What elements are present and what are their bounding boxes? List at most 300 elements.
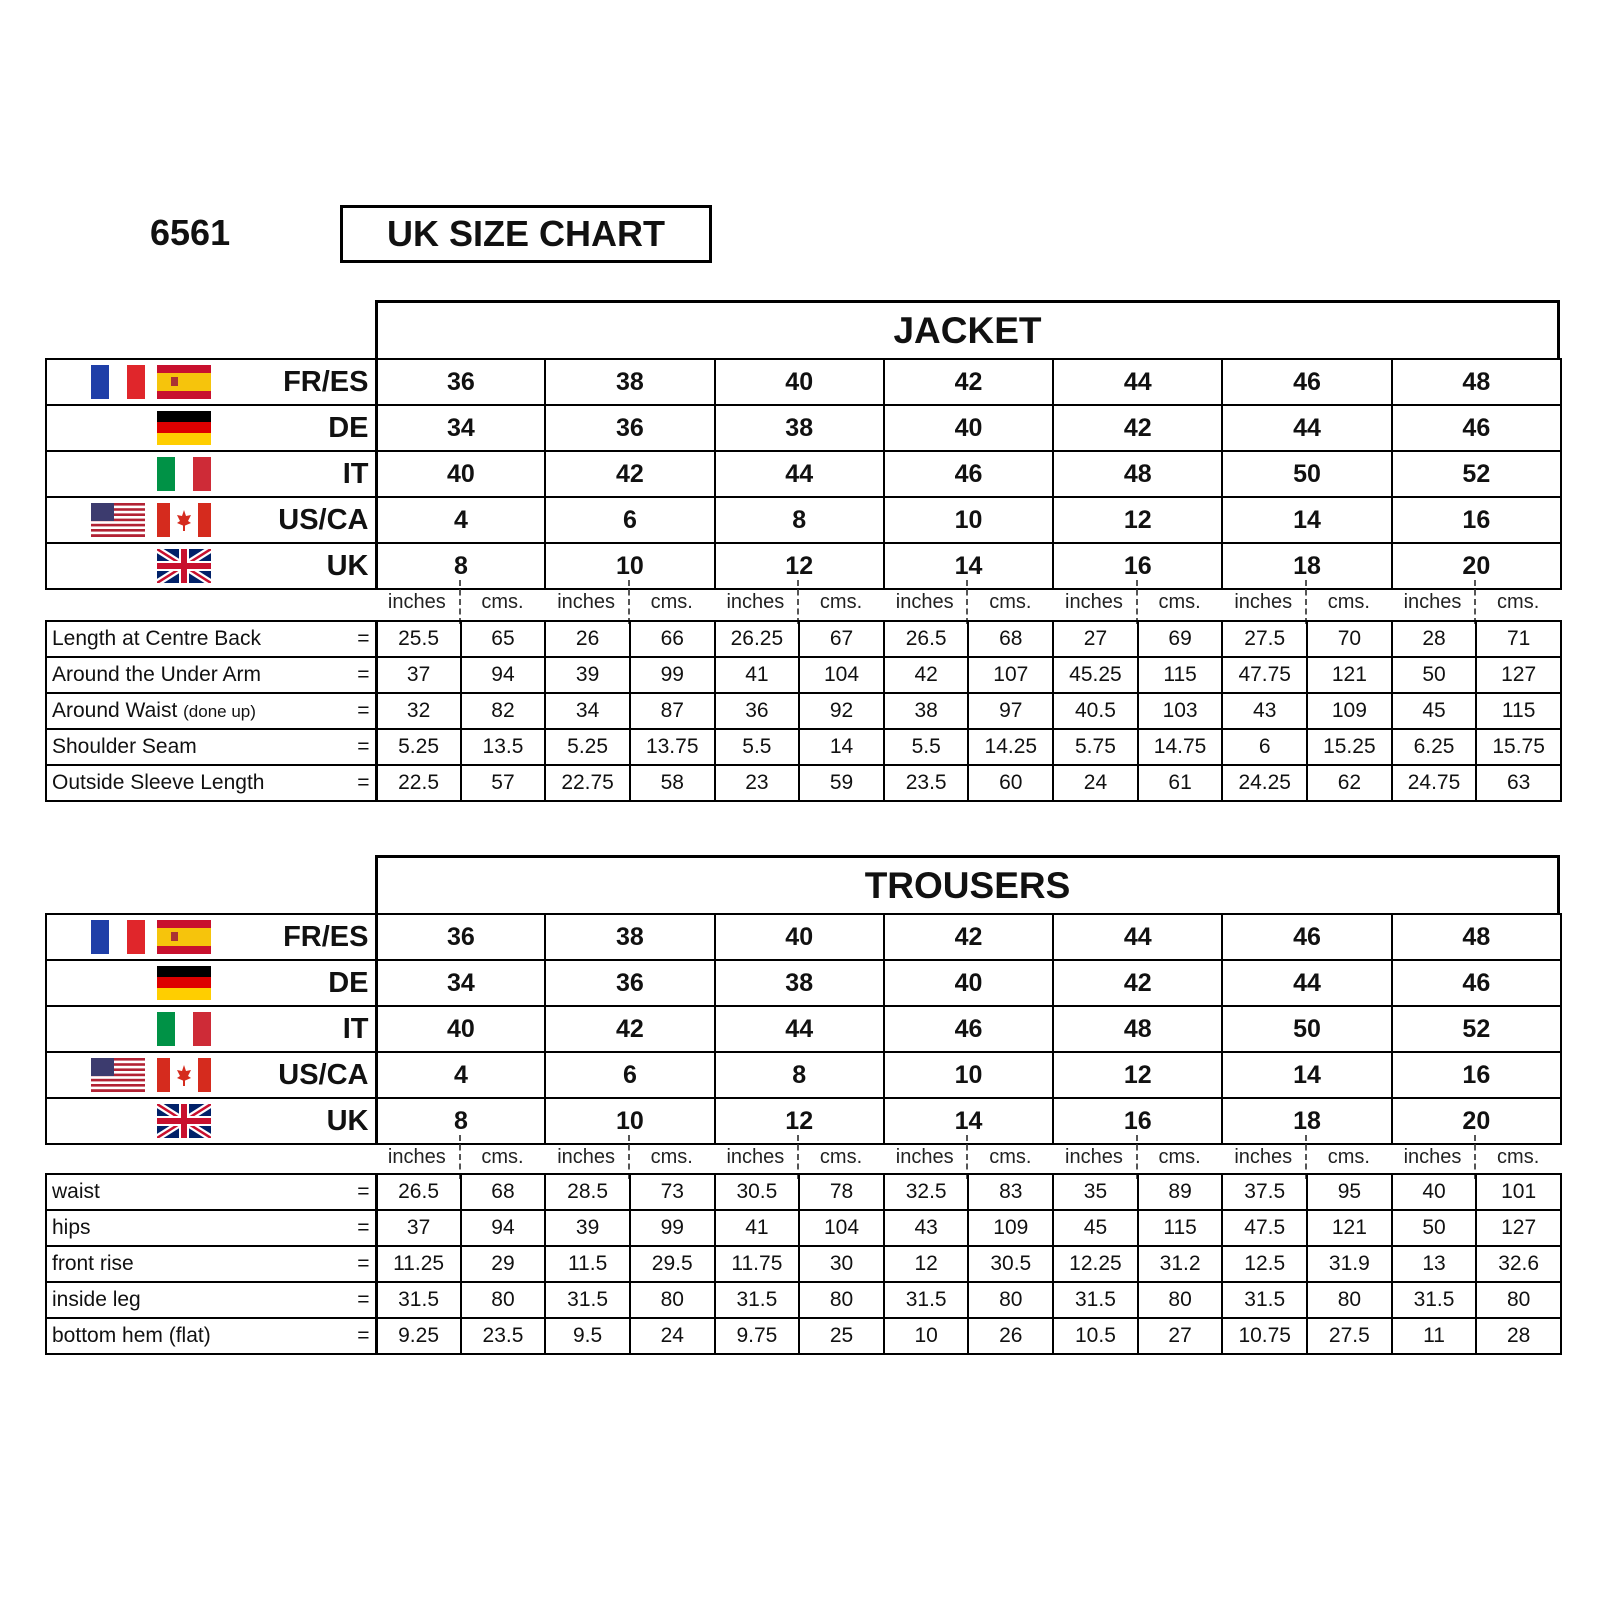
inches-value: 38 bbox=[884, 693, 969, 729]
cms-value: 80 bbox=[968, 1282, 1053, 1318]
measurement-row-length-at-centre-back bbox=[46, 621, 1561, 657]
size-value: 18 bbox=[1222, 1098, 1391, 1144]
size-value: 40 bbox=[715, 914, 884, 960]
inches-value: 47.5 bbox=[1222, 1210, 1307, 1246]
flags bbox=[91, 1012, 211, 1046]
unit-cms-label: cms. bbox=[989, 590, 1032, 613]
measurement-label: hips bbox=[52, 1216, 91, 1239]
size-value: 40 bbox=[715, 359, 884, 405]
equals-sign: = bbox=[357, 627, 370, 650]
jacket-size-table bbox=[45, 358, 1562, 590]
unit-cms-label: cms. bbox=[819, 1145, 863, 1168]
inches-value: 35 bbox=[1053, 1174, 1138, 1210]
cms-value: 69 bbox=[1138, 621, 1223, 657]
size-value: 40 bbox=[884, 960, 1053, 1006]
cms-value: 13.5 bbox=[461, 729, 546, 765]
flags bbox=[91, 1058, 211, 1092]
size-value: 6 bbox=[545, 497, 714, 543]
cms-value: 68 bbox=[968, 621, 1053, 657]
measurement-row-around-waist bbox=[46, 693, 1561, 729]
size-system-cell bbox=[46, 497, 376, 543]
equals-sign: = bbox=[357, 1324, 370, 1347]
unit-cms-label: cms. bbox=[1158, 1145, 1201, 1168]
inches-value: 42 bbox=[884, 657, 969, 693]
inches-value: 5.25 bbox=[376, 729, 461, 765]
equals-sign: = bbox=[357, 735, 370, 758]
inches-value: 31.5 bbox=[376, 1282, 461, 1318]
inches-value: 32 bbox=[376, 693, 461, 729]
size-value: 46 bbox=[1392, 405, 1561, 451]
size-system-cell bbox=[46, 960, 376, 1006]
cms-value: 71 bbox=[1476, 621, 1561, 657]
measurement-row-around-the-under-arm bbox=[46, 657, 1561, 693]
size-value: 10 bbox=[884, 497, 1053, 543]
size-value: 8 bbox=[715, 1052, 884, 1098]
cms-value: 94 bbox=[461, 657, 546, 693]
inches-value: 39 bbox=[545, 657, 630, 693]
size-row-de bbox=[46, 405, 1561, 451]
size-value: 50 bbox=[1222, 1006, 1391, 1052]
inches-value: 45.25 bbox=[1053, 657, 1138, 693]
size-value: 14 bbox=[1222, 497, 1391, 543]
cms-value: 66 bbox=[630, 621, 715, 657]
cms-value: 109 bbox=[1307, 693, 1392, 729]
trousers-size-table bbox=[45, 913, 1562, 1145]
flags bbox=[91, 457, 211, 491]
size-value: 40 bbox=[376, 451, 545, 497]
size-system-label: UK bbox=[326, 1104, 369, 1137]
inches-value: 13 bbox=[1392, 1246, 1477, 1282]
cms-value: 115 bbox=[1138, 1210, 1223, 1246]
inches-value: 24 bbox=[1053, 765, 1138, 801]
size-system-label: US/CA bbox=[278, 1058, 369, 1091]
cms-value: 14.75 bbox=[1138, 729, 1223, 765]
measurement-row-outside-sleeve-length bbox=[46, 765, 1561, 801]
flags bbox=[91, 1104, 211, 1138]
inches-value: 31.5 bbox=[1222, 1282, 1307, 1318]
inches-value: 26 bbox=[545, 621, 630, 657]
cms-value: 32.6 bbox=[1476, 1246, 1561, 1282]
cms-value: 29 bbox=[461, 1246, 546, 1282]
measurement-label: inside leg bbox=[52, 1288, 141, 1311]
size-value: 20 bbox=[1392, 1098, 1561, 1144]
unit-cms-label: cms. bbox=[1158, 590, 1201, 613]
cms-value: 29.5 bbox=[630, 1246, 715, 1282]
size-system-cell bbox=[46, 1098, 376, 1144]
inches-value: 40.5 bbox=[1053, 693, 1138, 729]
size-value: 46 bbox=[1222, 914, 1391, 960]
cms-value: 99 bbox=[630, 1210, 715, 1246]
cms-value: 27 bbox=[1138, 1318, 1223, 1354]
cms-value: 87 bbox=[630, 693, 715, 729]
inches-value: 26.5 bbox=[376, 1174, 461, 1210]
cms-value: 107 bbox=[968, 657, 1053, 693]
unit-inches-label: inches bbox=[1391, 580, 1477, 624]
measurement-label: front rise bbox=[52, 1252, 134, 1275]
size-value: 18 bbox=[1222, 543, 1391, 589]
size-value: 4 bbox=[376, 1052, 545, 1098]
size-value: 36 bbox=[376, 914, 545, 960]
inches-value: 28.5 bbox=[545, 1174, 630, 1210]
inches-value: 23 bbox=[715, 765, 800, 801]
size-value: 8 bbox=[376, 1098, 545, 1144]
page-title: UK SIZE CHART bbox=[340, 205, 712, 263]
measurement-label-cell bbox=[46, 1174, 376, 1210]
measurement-row-shoulder-seam bbox=[46, 729, 1561, 765]
cms-value: 15.75 bbox=[1476, 729, 1561, 765]
measurement-label: bottom hem (flat) bbox=[52, 1324, 211, 1347]
measurement-label-cell bbox=[46, 1318, 376, 1354]
unit-inches-label: inches bbox=[375, 1135, 461, 1179]
unit-inches-label: inches bbox=[1391, 1135, 1477, 1179]
measurement-label-cell bbox=[46, 729, 376, 765]
cms-value: 70 bbox=[1307, 621, 1392, 657]
cms-value: 95 bbox=[1307, 1174, 1392, 1210]
size-value: 34 bbox=[376, 405, 545, 451]
equals-sign: = bbox=[357, 1288, 370, 1311]
size-value: 16 bbox=[1053, 543, 1222, 589]
measurement-row-hips bbox=[46, 1210, 1561, 1246]
size-system-label: IT bbox=[342, 1012, 369, 1045]
trousers-heading: TROUSERS bbox=[375, 855, 1560, 913]
size-value: 36 bbox=[545, 960, 714, 1006]
unit-cms-label: cms. bbox=[1497, 1145, 1540, 1168]
cms-value: 101 bbox=[1476, 1174, 1561, 1210]
inches-value: 5.5 bbox=[715, 729, 800, 765]
size-system-label: IT bbox=[342, 457, 369, 490]
measurement-row-waist bbox=[46, 1174, 1561, 1210]
inches-value: 10.5 bbox=[1053, 1318, 1138, 1354]
size-system-label: FR/ES bbox=[283, 920, 369, 953]
inches-value: 37 bbox=[376, 1210, 461, 1246]
unit-cms-label: cms. bbox=[819, 590, 863, 613]
size-value: 36 bbox=[545, 405, 714, 451]
size-value: 38 bbox=[715, 405, 884, 451]
size-row-de bbox=[46, 960, 1561, 1006]
flags bbox=[91, 365, 211, 399]
cms-value: 67 bbox=[799, 621, 884, 657]
inches-value: 37 bbox=[376, 657, 461, 693]
size-system-cell bbox=[46, 451, 376, 497]
cms-value: 78 bbox=[799, 1174, 884, 1210]
cms-value: 13.75 bbox=[630, 729, 715, 765]
size-value: 10 bbox=[545, 543, 714, 589]
cms-value: 59 bbox=[799, 765, 884, 801]
inches-value: 31.5 bbox=[1392, 1282, 1477, 1318]
inches-value: 5.25 bbox=[545, 729, 630, 765]
cms-value: 121 bbox=[1307, 1210, 1392, 1246]
size-row-us-ca bbox=[46, 1052, 1561, 1098]
size-system-label: DE bbox=[328, 966, 369, 999]
inches-value: 10.75 bbox=[1222, 1318, 1307, 1354]
cms-value: 58 bbox=[630, 765, 715, 801]
inches-value: 40 bbox=[1392, 1174, 1477, 1210]
cms-value: 25 bbox=[799, 1318, 884, 1354]
size-value: 38 bbox=[545, 359, 714, 405]
measurement-label-cell bbox=[46, 693, 376, 729]
size-value: 16 bbox=[1053, 1098, 1222, 1144]
unit-inches-label: inches bbox=[375, 580, 461, 624]
inches-value: 6.25 bbox=[1392, 729, 1477, 765]
size-row-us-ca bbox=[46, 497, 1561, 543]
size-value: 8 bbox=[376, 543, 545, 589]
inches-value: 43 bbox=[884, 1210, 969, 1246]
size-value: 48 bbox=[1392, 914, 1561, 960]
size-value: 40 bbox=[884, 405, 1053, 451]
inches-value: 6 bbox=[1222, 729, 1307, 765]
inches-value: 50 bbox=[1392, 1210, 1477, 1246]
inches-value: 39 bbox=[545, 1210, 630, 1246]
size-value: 42 bbox=[545, 1006, 714, 1052]
cms-value: 14 bbox=[799, 729, 884, 765]
cms-value: 121 bbox=[1307, 657, 1392, 693]
size-value: 16 bbox=[1392, 1052, 1561, 1098]
inches-value: 12.5 bbox=[1222, 1246, 1307, 1282]
size-value: 46 bbox=[1392, 960, 1561, 1006]
size-value: 38 bbox=[715, 960, 884, 1006]
size-value: 36 bbox=[376, 359, 545, 405]
size-value: 48 bbox=[1053, 1006, 1222, 1052]
measurement-label-cell bbox=[46, 1210, 376, 1246]
cms-value: 80 bbox=[1307, 1282, 1392, 1318]
cms-value: 82 bbox=[461, 693, 546, 729]
cms-value: 23.5 bbox=[461, 1318, 546, 1354]
unit-inches-label: inches bbox=[714, 1135, 800, 1179]
equals-sign: = bbox=[357, 771, 370, 794]
cms-value: 28 bbox=[1476, 1318, 1561, 1354]
cms-value: 92 bbox=[799, 693, 884, 729]
size-value: 8 bbox=[715, 497, 884, 543]
size-value: 16 bbox=[1392, 497, 1561, 543]
measurement-note: (done up) bbox=[183, 702, 256, 721]
inches-value: 27.5 bbox=[1222, 621, 1307, 657]
size-value: 20 bbox=[1392, 543, 1561, 589]
unit-inches-label: inches bbox=[883, 1135, 969, 1179]
inches-value: 11.5 bbox=[545, 1246, 630, 1282]
inches-value: 5.75 bbox=[1053, 729, 1138, 765]
size-value: 44 bbox=[1053, 359, 1222, 405]
unit-inches-label: inches bbox=[1221, 580, 1307, 624]
inches-value: 30.5 bbox=[715, 1174, 800, 1210]
inches-value: 36 bbox=[715, 693, 800, 729]
equals-sign: = bbox=[357, 1252, 370, 1275]
inches-value: 43 bbox=[1222, 693, 1307, 729]
size-row-it bbox=[46, 451, 1561, 497]
size-value: 42 bbox=[1053, 960, 1222, 1006]
unit-cms-label: cms. bbox=[1497, 590, 1540, 613]
size-value: 40 bbox=[376, 1006, 545, 1052]
cms-value: 15.25 bbox=[1307, 729, 1392, 765]
size-system-label: DE bbox=[328, 411, 369, 444]
measurement-label-cell bbox=[46, 657, 376, 693]
measurement-label-cell bbox=[46, 1282, 376, 1318]
size-value: 44 bbox=[1222, 405, 1391, 451]
size-value: 48 bbox=[1053, 451, 1222, 497]
inches-value: 41 bbox=[715, 657, 800, 693]
inches-value: 28 bbox=[1392, 621, 1477, 657]
cms-value: 80 bbox=[630, 1282, 715, 1318]
cms-value: 99 bbox=[630, 657, 715, 693]
cms-value: 27.5 bbox=[1307, 1318, 1392, 1354]
size-system-label: UK bbox=[326, 549, 369, 582]
size-value: 34 bbox=[376, 960, 545, 1006]
inches-value: 11.25 bbox=[376, 1246, 461, 1282]
cms-value: 73 bbox=[630, 1174, 715, 1210]
size-value: 14 bbox=[884, 1098, 1053, 1144]
measurement-row-front-rise bbox=[46, 1246, 1561, 1282]
size-value: 46 bbox=[1222, 359, 1391, 405]
size-system-cell bbox=[46, 1006, 376, 1052]
inches-value: 9.5 bbox=[545, 1318, 630, 1354]
cms-value: 31.9 bbox=[1307, 1246, 1392, 1282]
cms-value: 26 bbox=[968, 1318, 1053, 1354]
inches-value: 50 bbox=[1392, 657, 1477, 693]
size-value: 14 bbox=[1222, 1052, 1391, 1098]
cms-value: 109 bbox=[968, 1210, 1053, 1246]
inches-value: 11.75 bbox=[715, 1246, 800, 1282]
size-system-cell bbox=[46, 405, 376, 451]
flags bbox=[91, 503, 211, 537]
unit-cms-label: cms. bbox=[650, 1145, 693, 1168]
cms-value: 104 bbox=[799, 657, 884, 693]
jacket-units-row bbox=[375, 580, 1560, 624]
inches-value: 24.75 bbox=[1392, 765, 1477, 801]
size-value: 44 bbox=[715, 451, 884, 497]
unit-inches-label: inches bbox=[1052, 580, 1138, 624]
cms-value: 30.5 bbox=[968, 1246, 1053, 1282]
unit-cms-label: cms. bbox=[481, 1145, 524, 1168]
cms-value: 24 bbox=[630, 1318, 715, 1354]
inches-value: 12 bbox=[884, 1246, 969, 1282]
cms-value: 31.2 bbox=[1138, 1246, 1223, 1282]
size-value: 50 bbox=[1222, 451, 1391, 497]
equals-sign: = bbox=[357, 663, 370, 686]
size-value: 42 bbox=[884, 914, 1053, 960]
unit-cms-label: cms. bbox=[650, 590, 693, 613]
measurement-row-inside-leg bbox=[46, 1282, 1561, 1318]
inches-value: 23.5 bbox=[884, 765, 969, 801]
cms-value: 83 bbox=[968, 1174, 1053, 1210]
unit-cms-label: cms. bbox=[481, 590, 524, 613]
inches-value: 45 bbox=[1392, 693, 1477, 729]
cms-value: 68 bbox=[461, 1174, 546, 1210]
inches-value: 24.25 bbox=[1222, 765, 1307, 801]
unit-inches-label: inches bbox=[1221, 1135, 1307, 1179]
cms-value: 80 bbox=[1476, 1282, 1561, 1318]
size-value: 48 bbox=[1392, 359, 1561, 405]
inches-value: 5.5 bbox=[884, 729, 969, 765]
unit-inches-label: inches bbox=[1052, 1135, 1138, 1179]
inches-value: 31.5 bbox=[1053, 1282, 1138, 1318]
unit-cms-label: cms. bbox=[1327, 1145, 1370, 1168]
inches-value: 31.5 bbox=[715, 1282, 800, 1318]
inches-value: 47.75 bbox=[1222, 657, 1307, 693]
size-value: 52 bbox=[1392, 451, 1561, 497]
cms-value: 80 bbox=[799, 1282, 884, 1318]
unit-inches-label: inches bbox=[714, 580, 800, 624]
measurement-label-cell bbox=[46, 1246, 376, 1282]
cms-value: 30 bbox=[799, 1246, 884, 1282]
cms-value: 115 bbox=[1138, 657, 1223, 693]
size-row-it bbox=[46, 1006, 1561, 1052]
cms-value: 14.25 bbox=[968, 729, 1053, 765]
size-system-cell bbox=[46, 359, 376, 405]
cms-value: 65 bbox=[461, 621, 546, 657]
size-value: 10 bbox=[884, 1052, 1053, 1098]
product-code: 6561 bbox=[150, 212, 231, 253]
inches-value: 37.5 bbox=[1222, 1174, 1307, 1210]
cms-value: 104 bbox=[799, 1210, 884, 1246]
size-row-fr-es bbox=[46, 359, 1561, 405]
size-system-label: FR/ES bbox=[283, 365, 369, 398]
inches-value: 45 bbox=[1053, 1210, 1138, 1246]
size-value: 14 bbox=[884, 543, 1053, 589]
measurement-label: Outside Sleeve Length bbox=[52, 771, 265, 794]
inches-value: 34 bbox=[545, 693, 630, 729]
equals-sign: = bbox=[357, 1180, 370, 1203]
cms-value: 115 bbox=[1476, 693, 1561, 729]
inches-value: 41 bbox=[715, 1210, 800, 1246]
inches-value: 10 bbox=[884, 1318, 969, 1354]
unit-inches-label: inches bbox=[544, 1135, 630, 1179]
inches-value: 12.25 bbox=[1053, 1246, 1138, 1282]
size-value: 10 bbox=[545, 1098, 714, 1144]
cms-value: 60 bbox=[968, 765, 1053, 801]
cms-value: 89 bbox=[1138, 1174, 1223, 1210]
size-value: 42 bbox=[1053, 405, 1222, 451]
size-value: 44 bbox=[715, 1006, 884, 1052]
measurement-row-bottom-hem-flat bbox=[46, 1318, 1561, 1354]
size-value: 46 bbox=[884, 1006, 1053, 1052]
inches-value: 32.5 bbox=[884, 1174, 969, 1210]
inches-value: 31.5 bbox=[545, 1282, 630, 1318]
equals-sign: = bbox=[357, 699, 370, 722]
inches-value: 27 bbox=[1053, 621, 1138, 657]
size-value: 12 bbox=[715, 543, 884, 589]
inches-value: 9.25 bbox=[376, 1318, 461, 1354]
inches-value: 22.5 bbox=[376, 765, 461, 801]
trousers-measurements-table bbox=[45, 1173, 1562, 1355]
flags bbox=[91, 411, 211, 445]
size-system-cell bbox=[46, 914, 376, 960]
flags bbox=[91, 966, 211, 1000]
inches-value: 25.5 bbox=[376, 621, 461, 657]
cms-value: 63 bbox=[1476, 765, 1561, 801]
size-value: 6 bbox=[545, 1052, 714, 1098]
size-row-fr-es bbox=[46, 914, 1561, 960]
cms-value: 97 bbox=[968, 693, 1053, 729]
inches-value: 9.75 bbox=[715, 1318, 800, 1354]
cms-value: 127 bbox=[1476, 657, 1561, 693]
measurement-label: Shoulder Seam bbox=[52, 735, 197, 758]
cms-value: 62 bbox=[1307, 765, 1392, 801]
cms-value: 103 bbox=[1138, 693, 1223, 729]
measurement-label: Around the Under Arm bbox=[52, 663, 261, 686]
jacket-measurements-table bbox=[45, 620, 1562, 802]
cms-value: 94 bbox=[461, 1210, 546, 1246]
size-system-cell bbox=[46, 543, 376, 589]
inches-value: 31.5 bbox=[884, 1282, 969, 1318]
equals-sign: = bbox=[357, 1216, 370, 1239]
unit-cms-label: cms. bbox=[1327, 590, 1370, 613]
measurement-label: Around Waist bbox=[52, 699, 178, 722]
measurement-label: waist bbox=[52, 1180, 100, 1203]
size-value: 52 bbox=[1392, 1006, 1561, 1052]
inches-value: 22.75 bbox=[545, 765, 630, 801]
unit-cms-label: cms. bbox=[989, 1145, 1032, 1168]
size-value: 38 bbox=[545, 914, 714, 960]
flags bbox=[91, 549, 211, 583]
